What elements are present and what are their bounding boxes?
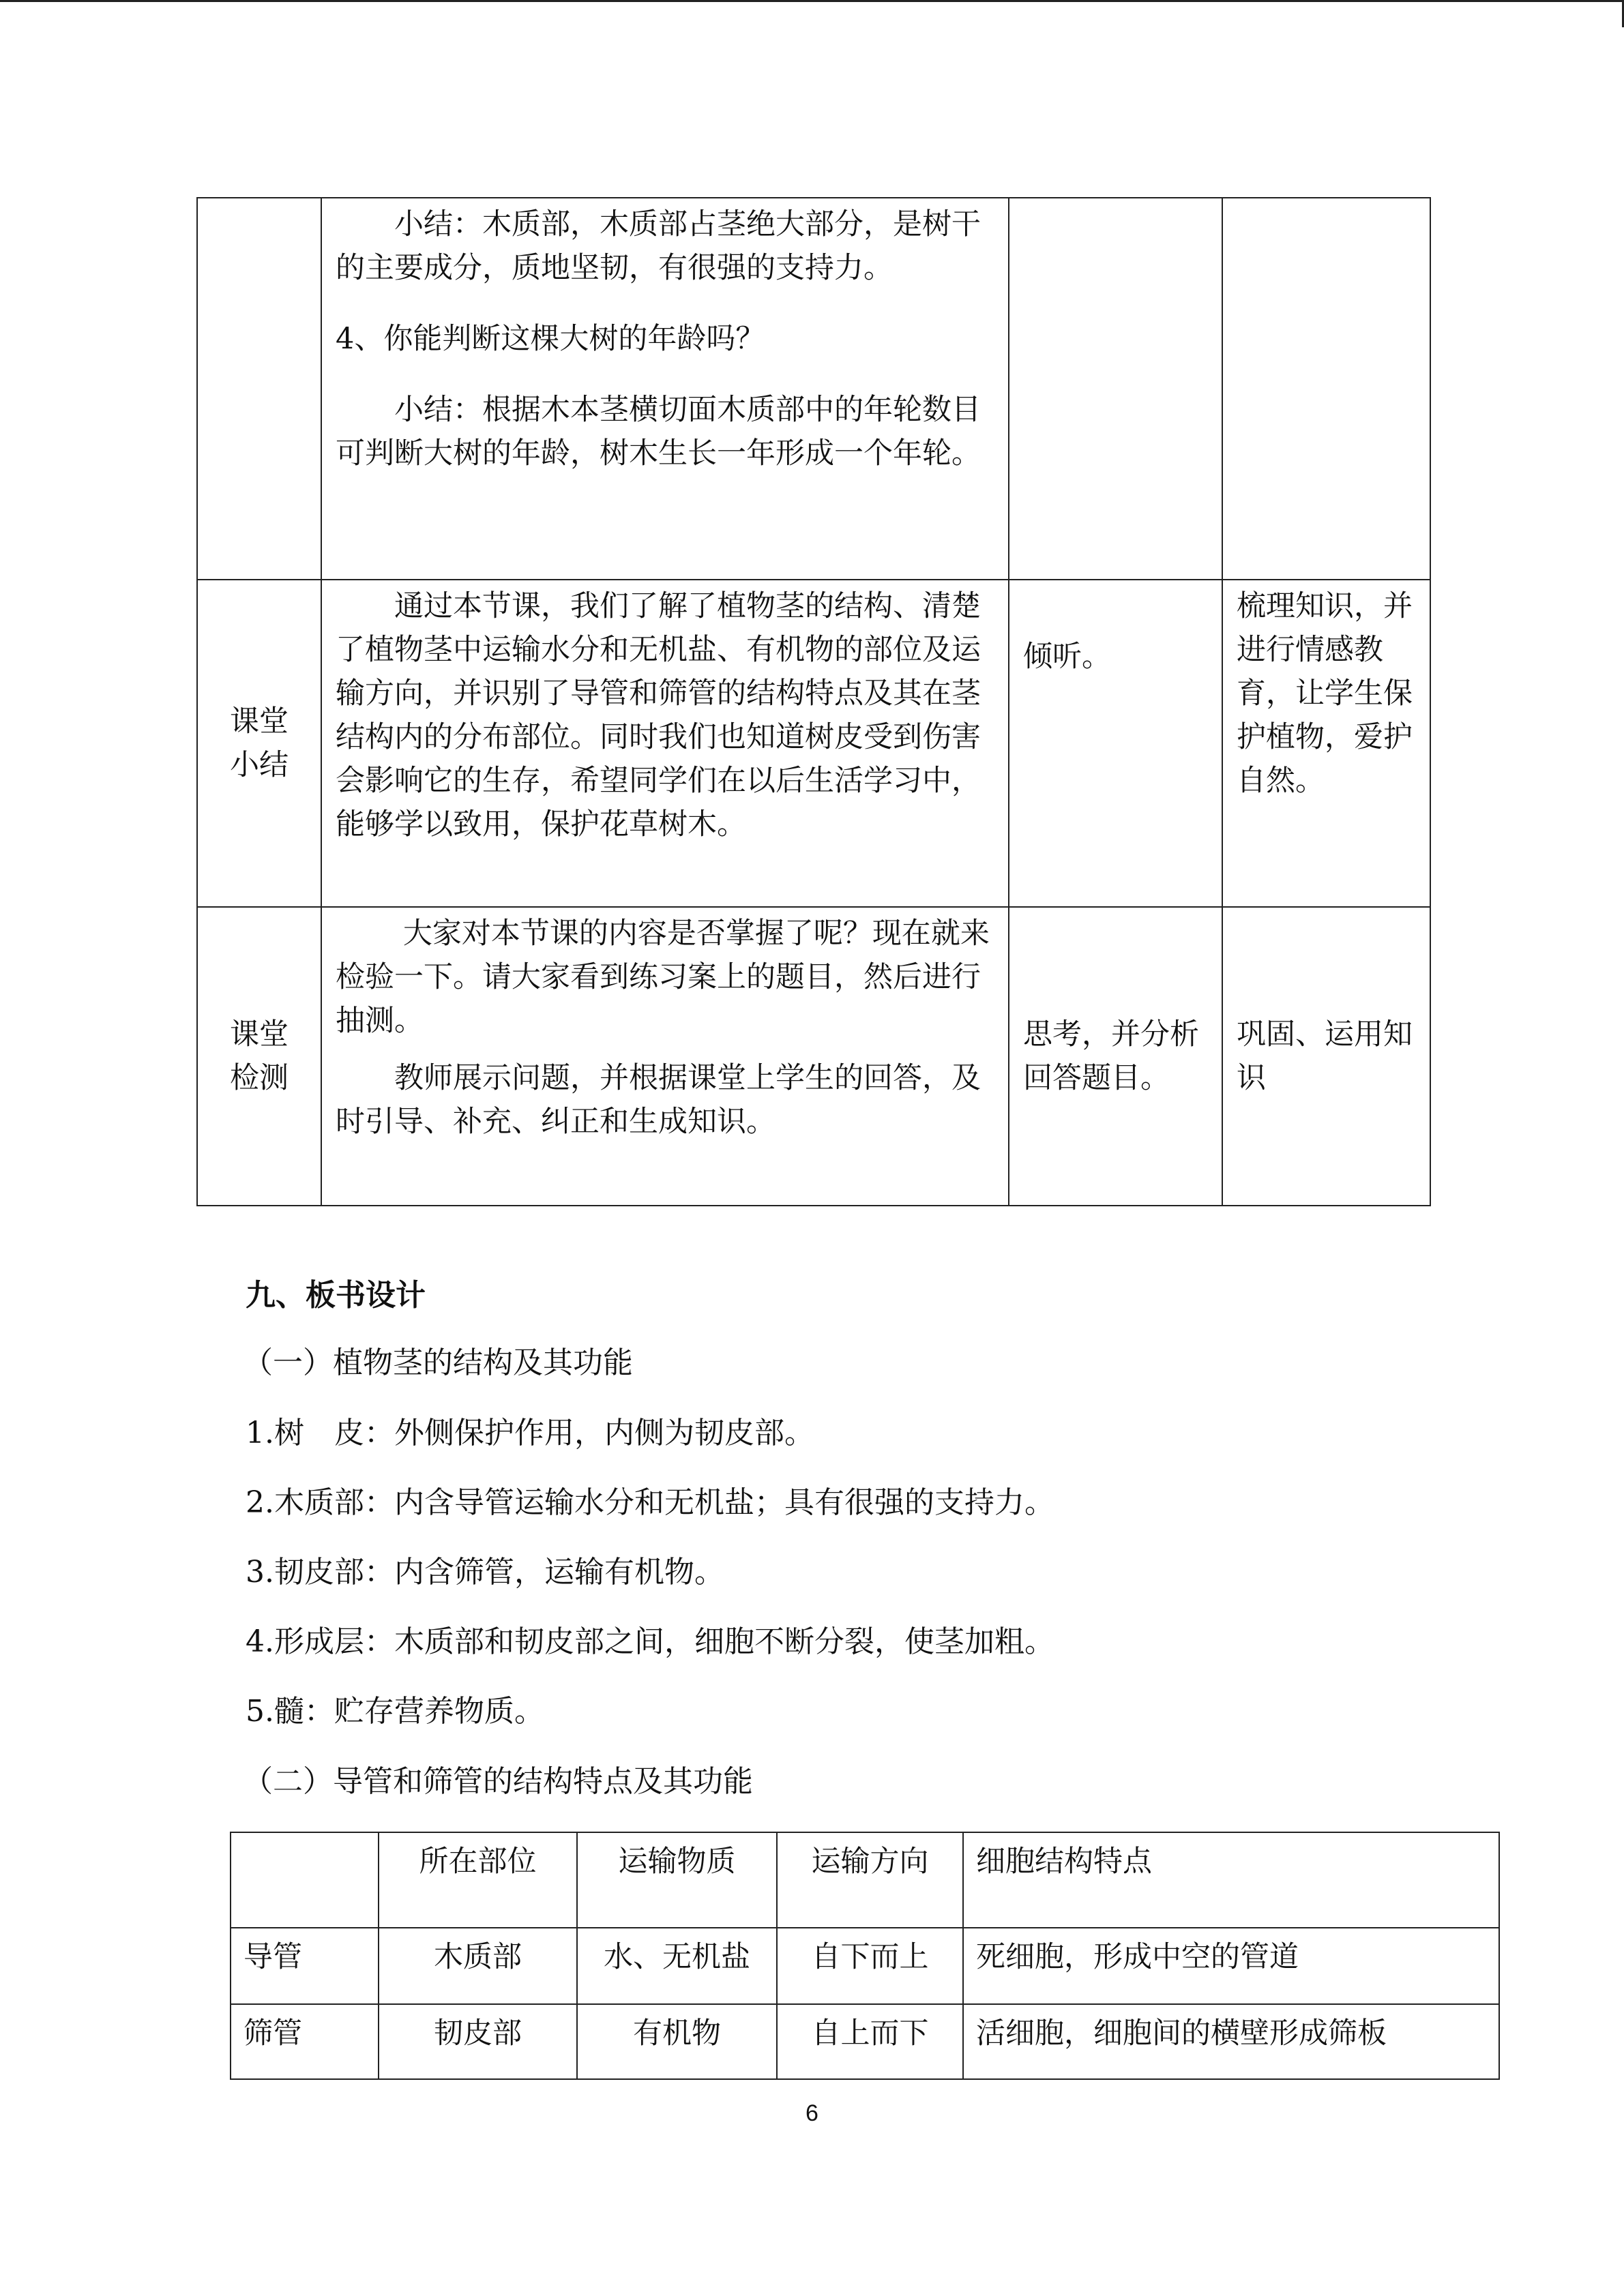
table-cell: 自上而下 <box>777 2004 963 2079</box>
table-cell: 自下而上 <box>777 1928 963 2004</box>
header-cell: 所在部位 <box>379 1832 577 1928</box>
teacher-activity-cell <box>321 580 1009 907</box>
check-teacher: 教师展示问题，并根据课堂上学生的回答，及时引导、补充、纠正和生成知识。 <box>336 1061 981 1139</box>
summary-content: 通过本节课，我们了解了植物茎的结构、清楚了植物茎中运输水分和无机盐、有机物的部位及运输方向，并识别了导管和筛管的结构特点及其在茎结构内的分布部位。同时我们也知道树皮受到伤害会影响它的生存，希望同学们在以后生活学习中，能够学以致用，保护花草树木。 <box>336 589 981 841</box>
list-item: 2.木质部：内含导管运输水分和无机盐；具有很强的支持力。 <box>246 1485 1054 1520</box>
check-intro: 大家对本节课的内容是否掌握了呢？现在就来检验一下。请大家看到练习案上的题目，然后进行抽测。 <box>336 916 990 1038</box>
stage-label-line1: 课堂 <box>230 704 289 739</box>
question-tree-age: 4、你能判断这棵大树的年龄吗？ <box>336 322 765 356</box>
table-cell: 水、无机盐 <box>577 1928 777 2004</box>
table-row <box>231 2004 1499 2079</box>
student-activity-cell: 思考，并分析回答题目。 <box>1009 907 1222 1206</box>
lesson-row-check <box>197 907 1430 1206</box>
list-item: 4.形成层：木质部和韧皮部之间，细胞不断分裂，使茎加粗。 <box>246 1624 1054 1659</box>
table-cell: 活细胞，细胞间的横壁形成筛板 <box>963 2004 1499 2079</box>
student-activity-cell <box>1009 580 1222 907</box>
lesson-row-continued <box>197 198 1430 580</box>
summary-tree-rings: 小结：根据木本茎横切面木质部中的年轮数目可判断大树的年龄，树木生长一年形成一个年轮。 <box>336 393 981 471</box>
student-activity-cell <box>1009 198 1222 580</box>
design-intent-cell: 巩固、运用知识 <box>1222 907 1430 1206</box>
board-table <box>230 1832 1500 2080</box>
table-cell: 死细胞，形成中空的管道 <box>963 1928 1499 2004</box>
stage-label-line2: 检测 <box>230 1061 289 1095</box>
stage-label-line1: 课堂 <box>230 1017 289 1052</box>
table-cell: 筛管 <box>231 2004 379 2079</box>
lesson-table <box>196 197 1431 1206</box>
table-cell: 木质部 <box>379 1928 577 2004</box>
list-item: 1.树 皮：外侧保护作用，内侧为韧皮部。 <box>246 1416 814 1450</box>
header-cell: 细胞结构特点 <box>963 1832 1499 1928</box>
teacher-activity-cell <box>321 907 1009 1206</box>
stage-label-line2: 小结 <box>230 748 289 782</box>
table-header-row <box>231 1832 1499 1928</box>
subsection-title-2: （二）导管和筛管的结构特点及其功能 <box>243 1764 753 1799</box>
section-title: 九、板书设计 <box>246 1278 426 1313</box>
teacher-activity-cell <box>321 198 1009 580</box>
student-activity-text: 倾听。 <box>1023 640 1111 674</box>
stage-cell <box>197 198 321 580</box>
subsection-title-1: （一）植物茎的结构及其功能 <box>243 1345 633 1380</box>
list-item: 3.韧皮部：内含筛管，运输有机物。 <box>246 1555 724 1590</box>
table-cell: 导管 <box>231 1928 379 2004</box>
header-cell <box>231 1832 379 1928</box>
header-cell: 运输方向 <box>777 1832 963 1928</box>
header-cell: 运输物质 <box>577 1832 777 1928</box>
top-border-line <box>0 0 1624 2</box>
stage-cell-check <box>197 907 321 1206</box>
table-cell: 韧皮部 <box>379 2004 577 2079</box>
stage-cell-summary <box>197 580 321 907</box>
page-number: 6 <box>806 2100 818 2126</box>
table-row <box>231 1928 1499 2004</box>
design-intent-cell <box>1222 198 1430 580</box>
table-cell: 有机物 <box>577 2004 777 2079</box>
summary-xylem: 小结：木质部，木质部占茎绝大部分，是树干的主要成分，质地坚韧，有很强的支持力。 <box>336 207 981 285</box>
lesson-row-summary <box>197 580 1430 907</box>
design-intent-cell: 梳理知识，并进行情感教育，让学生保护植物，爱护自然。 <box>1222 580 1430 907</box>
list-item: 5.髓：贮存营养物质。 <box>246 1694 544 1729</box>
